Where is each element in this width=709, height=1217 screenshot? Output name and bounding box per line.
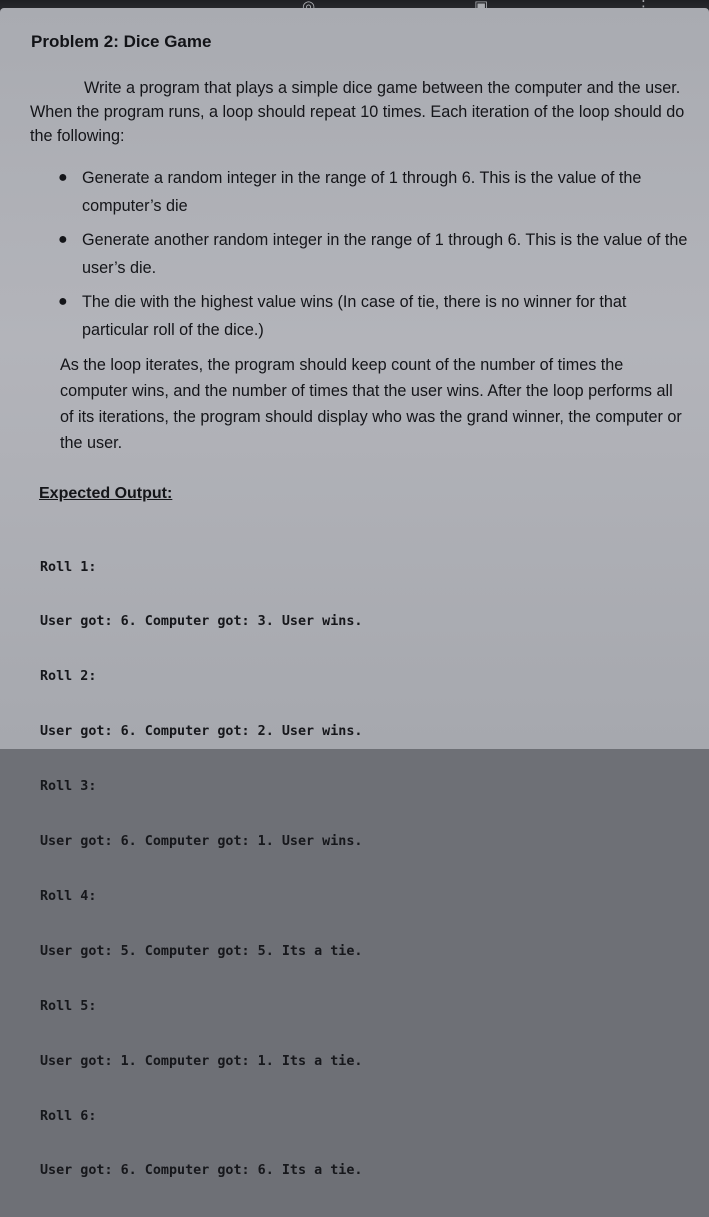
output-line: Roll 3: [40, 779, 97, 795]
expected-output-label: Expected Output: [39, 485, 173, 502]
output-line: User got: 6. Computer got: 6. Its a tie. [40, 1163, 363, 1179]
list-item-text: The die with the highest value wins (In case of tie, there is no winner for that particular roll of the dice.) [82, 293, 627, 339]
output-line: User got: 6. Computer got: 2. User wins. [40, 724, 363, 740]
list-item [58, 288, 690, 344]
bullet-icon: ● [58, 293, 68, 310]
output-line: Roll 6: [40, 1108, 97, 1124]
list-item-text: Generate a random integer in the range of 1 through 6. This is the value of the computer’s die [82, 169, 642, 215]
output-line: Roll 5: [40, 998, 97, 1014]
list-item [58, 226, 690, 282]
output-line: User got: 6. Computer got: 3. User wins. [40, 614, 363, 630]
list-item [58, 164, 690, 220]
bullet-icon: ● [58, 231, 68, 248]
output-line: User got: 6. Computer got: 1. User wins. [40, 834, 363, 850]
bullet-icon: ● [58, 169, 68, 186]
output-line: User got: 1. Computer got: 1. Its a tie. [40, 1053, 363, 1069]
output-line: Roll 4: [40, 888, 97, 904]
intro-paragraph: Write a program that plays a simple dice game between the computer and the user. When the program runs, a loop should repeat 10 times. Each iteration of the loop should do the following: [30, 79, 685, 145]
expected-output-block [40, 522, 362, 1217]
loop-paragraph: As the loop iterates, the program should keep count of the number of times the computer wins, and the number of times that the user wins. After the loop performs all of its iterations, the program should display who was the grand winner, the computer or the user. [60, 356, 682, 452]
problem-body [30, 76, 690, 456]
problem-heading: Problem 2: Dice Game [31, 32, 212, 51]
output-line: Roll 1: [40, 559, 97, 575]
document-page [0, 8, 709, 1179]
requirements-list [30, 164, 690, 344]
output-line: User got: 5. Computer got: 5. Its a tie. [40, 943, 363, 959]
list-item-text: Generate another random integer in the range of 1 through 6. This is the value of the user’s die. [82, 231, 688, 277]
output-line: Roll 2: [40, 669, 97, 685]
